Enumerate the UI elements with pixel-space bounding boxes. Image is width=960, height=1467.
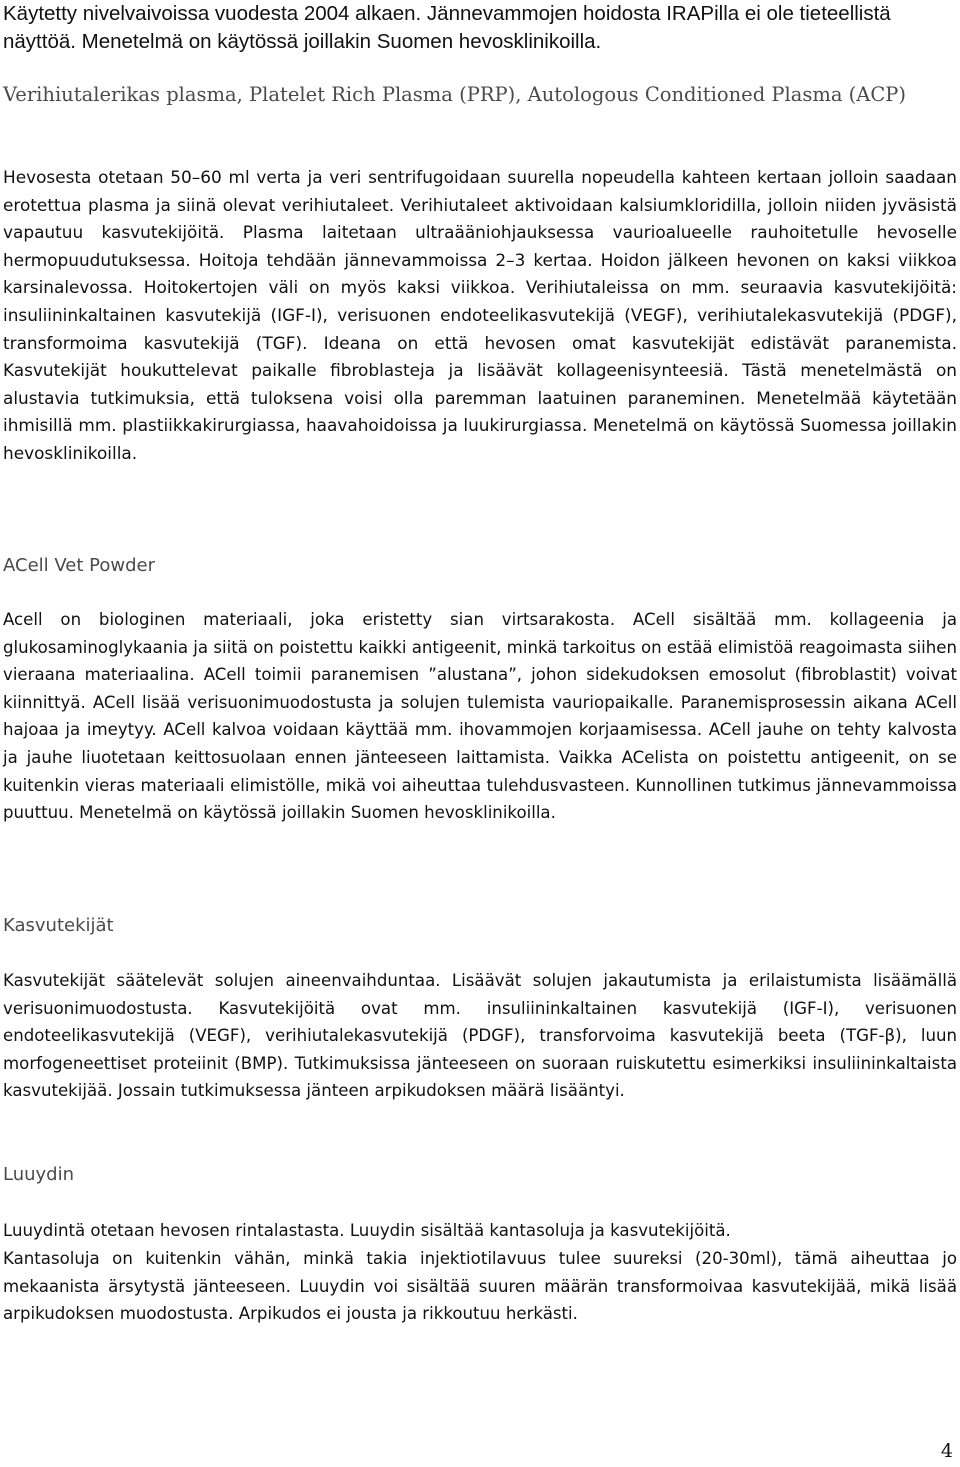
acell-paragraph: Acell on biologinen materiaali, joka eristetty sian virtsarakosta. ACell sisältää mm. kollageenia ja glukosaminoglykaania ja siitä on poistettu kaikki antigeenit, minkä tarkoitus on estää elimistöä reagoimasta siihen vieraana materiaalina. ACell toimii paranemisen ”alustana”, johon sidekudoksen emosolut (fibroblastit) voivat kiinnittyä. ACell lisää verisuonimuodostusta ja solujen tulemista vauriopaikalle. Paranemisprosessin aikana ACell hajoaa ja imeytyy. ACell kalvoa voidaan käyttää mm. ihovammojen korjaamisessa. ACell jauhe on tehty kalvosta ja jauhe liuotetaan keittosuolaan ennen jänteeseen laittamista. Vaikka ACelista on poistettu antigeenit, on se kuitenkin vieras materiaali elimistölle, mikä voi aiheuttaa tulehdusvasteen. Kunnollinen tutkimus jännevammoissa puuttuu. Menetelmä on käytössä joillakin Suomen hevosklinikoilla. — [3, 610, 957, 823]
growth-factors-paragraph: Kasvutekijät säätelevät solujen aineenvaihduntaa. Lisäävät solujen jakautumista ja erilaistumista lisäämällä verisuonimuodostusta. Kasvutekijöitä ovat mm. insuliininkaltainen kasvutekijä (IGF-I), verisuonen endoteelikasvutekijä (VEGF), verihiutalekasvutekijä (PDGF), transforvoima kasvutekijä beeta (TGF-β), luun morfogeneettiset proteiinit (BMP). Tutkimuksissa jänteeseen on suoraan ruiskutettu esimerkiksi insuliininkaltaista kasvutekijää. Jossain tutkimuksessa jänteen arpikudoksen määrä lisääntyi. — [3, 971, 957, 1101]
page-number: 4 — [940, 1440, 953, 1462]
growth-factors-heading: Kasvutekijät — [3, 915, 114, 936]
prp-paragraph: Hevosesta otetaan 50–60 ml verta ja veri sentrifugoidaan suurella nopeudella kahteen kertaan jolloin saadaan erotettua plasma ja siinä olevat verihiutaleet. Verihiutaleet aktivoidaan kalsiumkloridilla, jolloin niiden jyväsistä vapautuu kasvutekijöitä. Plasma laitetaan ultraääniohjauksessa vaurioalueelle rauhoitetulle hevoselle hermopuudutuksessa. Hoitoja tehdään jännevammoissa 2–3 kertaa. Hoidon jälkeen hevonen on kaksi viikkoa karsinalevossa. Hoitokertojen väli on myös kaksi viikkoa. Verihiutaleissa on mm. seuraavia kasvutekijöitä: insuliininkaltainen kasvutekijä (IGF-I), verisuonen endoteelikasvutekijä (VEGF), verihiutalekasvutekijä (PDGF), transformoima kasvutekijä (TGF). Ideana on että hevosen omat kasvutekijät edistävät paranemista. Kasvutekijät houkuttelevat paikalle fibroblasteja ja lisäävät kollageenisynteesiä. Tästä menetelmästä on alustavia tutkimuksia, että tuloksena voisi olla paremman laatuinen paraneminen. Menetelmää käytetään ihmisillä mm. plastiikkakirurgiassa, haavahoidoissa ja luukirurgiassa. Menetelmä on käytössä Suomessa joillakin hevosklinikoilla. — [3, 167, 957, 463]
acell-heading: ACell Vet Powder — [3, 555, 155, 576]
intro-paragraph: Käytetty nivelvaivoissa vuodesta 2004 alkaen. Jännevammojen hoidosta IRAPilla ei ole tieteellistä näyttöä. Menetelmä on käytössä joillakin Suomen hevosklinikoilla. — [3, 2, 891, 53]
bone-marrow-paragraph: Kantasoluja on kuitenkin vähän, minkä takia injektiotilavuus tulee suureksi (20-30ml), tämä aiheuttaa jo mekaanista ärsytystä jänteeseen. Luuydin voi sisältää suuren määrän transformoivaa kasvutekijää, mikä lisää arpikudoksen muodostusta. Arpikudos ei jousta ja rikkoutuu herkästi. — [3, 1249, 957, 1324]
bone-marrow-heading: Luuydin — [3, 1164, 75, 1185]
bone-marrow-first-line: Luuydintä otetaan hevosen rintalastasta. Luuydin sisältää kantasoluja ja kasvutekijöitä. — [3, 1221, 731, 1240]
prp-heading: Verihiutalerikas plasma, Platelet Rich Plasma (PRP), Autologous Conditioned Plasma (ACP) — [3, 83, 907, 106]
